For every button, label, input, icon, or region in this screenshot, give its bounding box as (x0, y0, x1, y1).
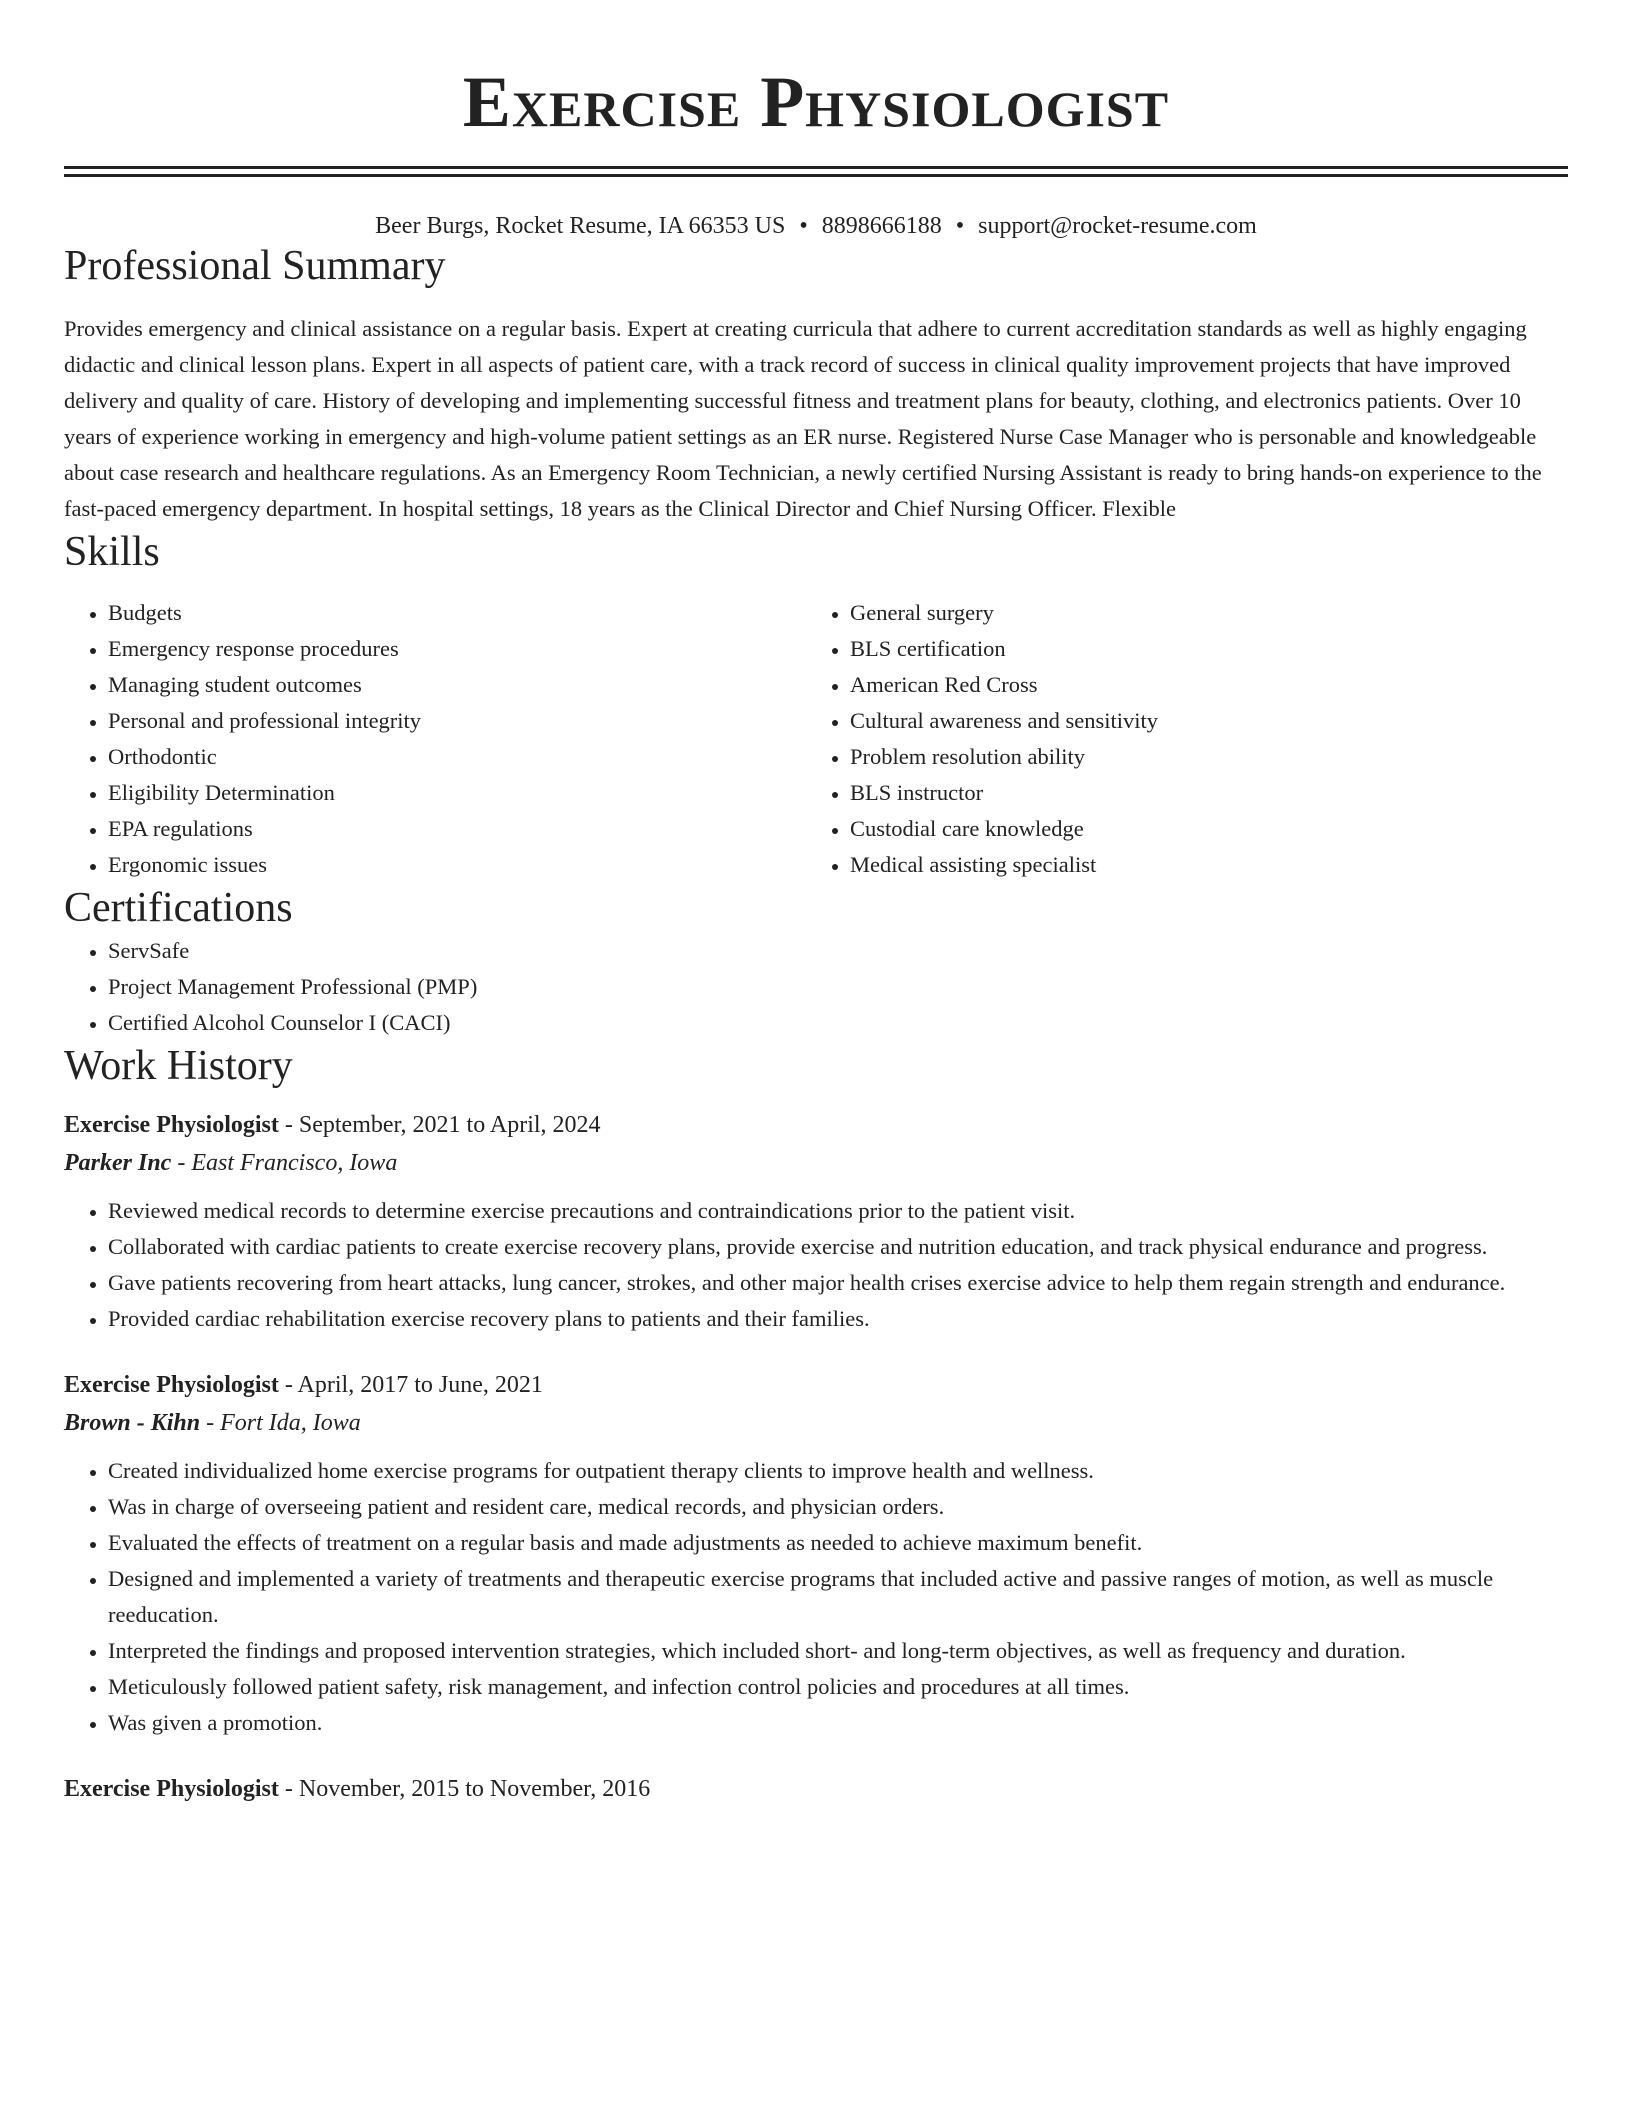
skill-item: • Medical assisting specialist (850, 847, 1548, 883)
header-divider-thick (64, 166, 1568, 169)
job-location: - East Francisco, Iowa (171, 1150, 398, 1176)
skills-list (64, 595, 1568, 883)
job-title-line (64, 1107, 1568, 1143)
job-entry (64, 1107, 1568, 1337)
job-role: Exercise Physiologist (64, 1112, 279, 1138)
job-company-line (64, 1403, 1568, 1443)
contact-email: support@rocket-resume.com (978, 213, 1257, 239)
job-title-line (64, 1367, 1568, 1403)
job-dates: - September, 2021 to April, 2024 (278, 1112, 601, 1138)
contact-separator: • (955, 213, 965, 239)
header-divider-thin (64, 174, 1568, 177)
skill-item: • Managing student outcomes (108, 667, 806, 703)
job-bullet: • Evaluated the effects of treatment on a regular basis and made adjustments as needed to achieve maximum benefit. (108, 1525, 1568, 1561)
skills-heading: Skills (64, 529, 160, 575)
job-entry (64, 1771, 1568, 1807)
job-responsibilities (64, 1453, 1568, 1741)
skill-item: • Orthodontic (108, 739, 806, 775)
skill-item: • Problem resolution ability (850, 739, 1548, 775)
summary-heading: Professional Summary (64, 243, 446, 289)
job-dates: - November, 2015 to November, 2016 (278, 1776, 651, 1802)
skill-item: • American Red Cross (850, 667, 1548, 703)
skill-item: • Eligibility Determination (108, 775, 806, 811)
skill-item: • Ergonomic issues (108, 847, 806, 883)
certifications-list (64, 933, 1568, 1041)
job-bullet: • Was given a promotion. (108, 1705, 1568, 1741)
job-company: Parker Inc (64, 1150, 172, 1176)
skill-item: • Emergency response procedures (108, 631, 806, 667)
job-company-line (64, 1143, 1568, 1183)
job-role: Exercise Physiologist (64, 1372, 279, 1398)
skill-item: • General surgery (850, 595, 1548, 631)
job-entry (64, 1367, 1568, 1741)
skill-item: • Personal and professional integrity (108, 703, 806, 739)
job-bullet: • Created individualized home exercise programs for outpatient therapy clients to improve health and wellness. (108, 1453, 1568, 1489)
skill-item: • Cultural awareness and sensitivity (850, 703, 1548, 739)
certification-item: • ServSafe (108, 933, 1568, 969)
job-dates: - April, 2017 to June, 2021 (278, 1372, 543, 1398)
job-bullet: • Was in charge of overseeing patient and resident care, medical records, and physician orders. (108, 1489, 1568, 1525)
contact-separator: • (799, 213, 808, 239)
skill-item: • BLS certification (850, 631, 1548, 667)
job-responsibilities (64, 1193, 1568, 1337)
skills-column-right (806, 595, 1548, 883)
job-bullet: • Designed and implemented a variety of treatments and therapeutic exercise programs that included active and passive ranges of motion, as well as muscle reeducation. (108, 1561, 1568, 1633)
job-company: Brown - Kihn (64, 1410, 201, 1436)
job-bullet: • Provided cardiac rehabilitation exercise recovery plans to patients and their families. (108, 1301, 1568, 1337)
resume-name: Exercise Physiologist (462, 62, 1170, 142)
contact-line (64, 211, 1568, 241)
skill-item: • BLS instructor (850, 775, 1548, 811)
job-bullet: • Gave patients recovering from heart attacks, lung cancer, strokes, and other major health crises exercise advice to help them regain strength and endurance. (108, 1265, 1568, 1301)
contact-phone: 8898666188 (821, 213, 942, 239)
contact-address: Beer Burgs, Rocket Resume, IA 66353 US (375, 213, 786, 239)
work-history-heading: Work History (64, 1043, 293, 1089)
job-bullet: • Meticulously followed patient safety, risk management, and infection control policies and procedures at all times. (108, 1669, 1568, 1705)
skill-item: • Budgets (108, 595, 806, 631)
job-location: - Fort Ida, Iowa (200, 1410, 361, 1436)
resume-page (64, 0, 1568, 1807)
certification-item: • Certified Alcohol Counselor I (CACI) (108, 1005, 1568, 1041)
job-role: Exercise Physiologist (64, 1776, 279, 1802)
job-title-line (64, 1771, 1568, 1807)
job-bullet: • Reviewed medical records to determine exercise precautions and contraindications prior to the patient visit. (108, 1193, 1568, 1229)
skill-item: • Custodial care knowledge (850, 811, 1548, 847)
job-bullet: • Collaborated with cardiac patients to create exercise recovery plans, provide exercise and nutrition education, and track physical endurance and progress. (108, 1229, 1568, 1265)
certification-item: • Project Management Professional (PMP) (108, 969, 1568, 1005)
skill-item: • EPA regulations (108, 811, 806, 847)
skills-column-left (64, 595, 806, 883)
job-bullet: • Interpreted the findings and proposed intervention strategies, which included short- and long-term objectives, as well as frequency and duration. (108, 1633, 1568, 1669)
summary-text: Provides emergency and clinical assistance on a regular basis. Expert at creating curricula that adhere to current accreditation standards as well as highly engaging didactic and clinical lesson plans. Expert in all aspects of patient care, with a track record of success in clinical quality improvement projects that have improved delivery and quality of care. History of developing and implementing successful fitness and treatment plans for beauty, clothing, and electronics patients. Over 10 years of experience working in emergency and high-volume patient settings as an ER nurse. Registered Nurse Case Manager who is personable and knowledgeable about case research and healthcare regulations. As an Emergency Room Technician, a newly certified Nursing Assistant is ready to bring hands-on experience to the fast-paced emergency department. In hospital settings, 18 years as the Clinical Director and Chief Nursing Officer. Flexible (64, 316, 1542, 521)
certifications-heading: Certifications (64, 885, 293, 931)
